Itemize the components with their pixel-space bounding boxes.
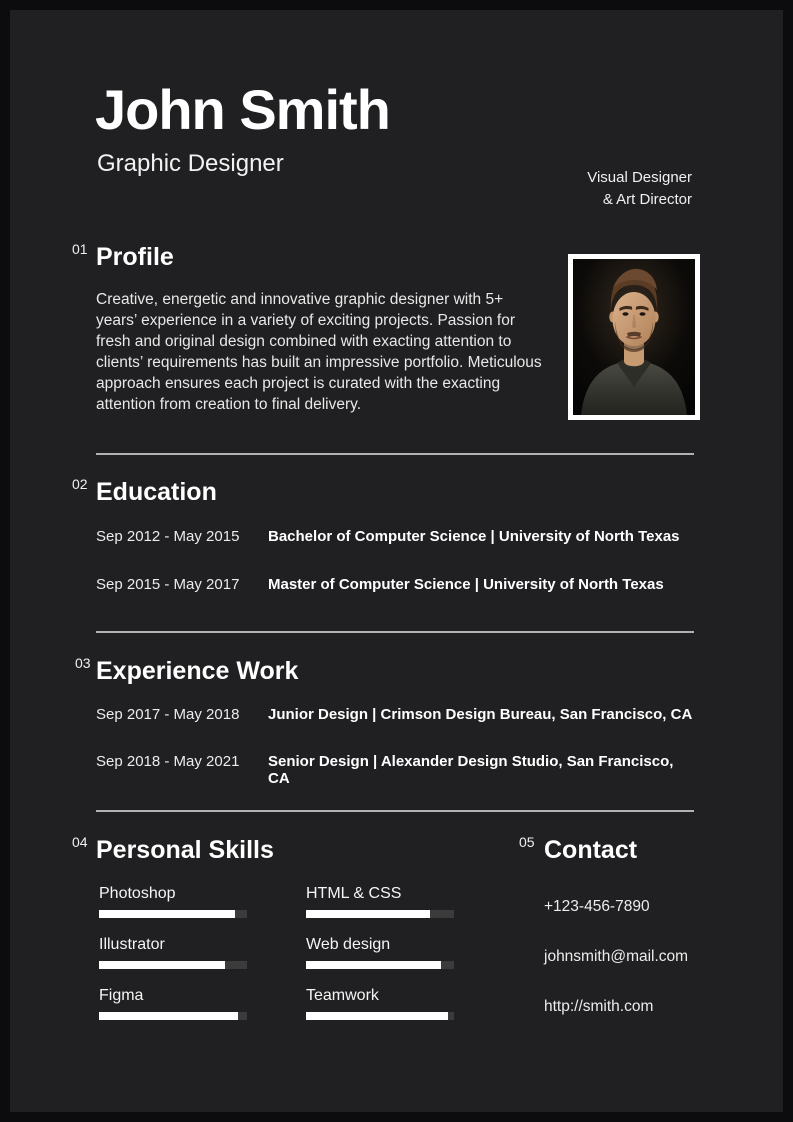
skill-item [306,884,454,918]
contact-phone: +123-456-7890 [544,898,650,915]
section-number-experience: 03 [75,655,91,671]
experience-entry [96,753,696,787]
skill-bar-fill [99,1012,238,1020]
skill-bar-track [306,961,454,969]
section-number-skills: 04 [72,834,88,850]
portrait-photo [568,254,700,420]
section-title-education: Education [96,478,217,506]
skill-bar-fill [99,910,235,918]
skill-label: Figma [99,987,144,1004]
section-divider [96,810,694,812]
skill-item [306,935,454,969]
person-name: John Smith [95,78,390,141]
skill-bar-track [99,910,247,918]
skill-label: Web design [306,936,391,953]
skill-label: HTML & CSS [306,885,402,902]
tagline [587,167,692,210]
section-divider [96,453,694,455]
education-dates: Sep 2012 - May 2015 [96,528,240,545]
skill-label: Illustrator [99,936,165,953]
experience-dates: Sep 2018 - May 2021 [96,753,240,770]
education-description: Master of Computer Science | University of North Texas [268,576,664,593]
section-divider [96,631,694,633]
education-dates: Sep 2015 - May 2017 [96,576,240,593]
experience-description: Senior Design | Alexander Design Studio, San Francisco, CA [268,753,674,787]
skill-bar-track [99,1012,247,1020]
section-title-contact: Contact [544,836,638,864]
skill-item [99,884,247,918]
tagline-line1: Visual Designer [587,169,692,186]
portrait-illustration [573,259,695,415]
skill-bar-fill [306,961,441,969]
section-title-skills: Personal Skills [96,836,274,864]
skill-item [306,986,454,1020]
person-role: Graphic Designer [97,150,284,177]
section-title-profile: Profile [96,243,174,271]
experience-description: Junior Design | Crimson Design Bureau, San Francisco, CA [268,706,693,723]
skill-item [99,935,247,969]
skill-bar-track [306,910,454,918]
skill-bar-track [99,961,247,969]
section-number-contact: 05 [519,834,535,850]
experience-entry [96,706,696,723]
skill-label: Photoshop [99,885,176,902]
education-entry [96,576,696,593]
skill-bar-track [306,1012,454,1020]
experience-dates: Sep 2017 - May 2018 [96,706,240,723]
section-number-profile: 01 [72,241,88,257]
skill-bar-fill [306,1012,448,1020]
skill-bar-fill [306,910,430,918]
skill-item [99,986,247,1020]
skill-label: Teamwork [306,987,379,1004]
education-entry [96,528,696,545]
skill-bar-fill [99,961,225,969]
profile-text: Creative, energetic and innovative graphic designer with 5+ years’ experience in a variety of exciting projects. Passion for fresh and original design combined with exacting attention to clients’ requirements has built an impressive portfolio. Meticulous approach ensures each project is curated with the exacting attention from creation to final delivery. [96,291,542,413]
section-title-experience: Experience Work [96,657,299,685]
education-description: Bachelor of Computer Science | University of North Texas [268,528,680,545]
contact-email: johnsmith@mail.com [544,948,689,965]
tagline-line2: & Art Director [602,190,692,208]
section-number-education: 02 [72,476,88,492]
contact-website: http://smith.com [544,998,654,1015]
